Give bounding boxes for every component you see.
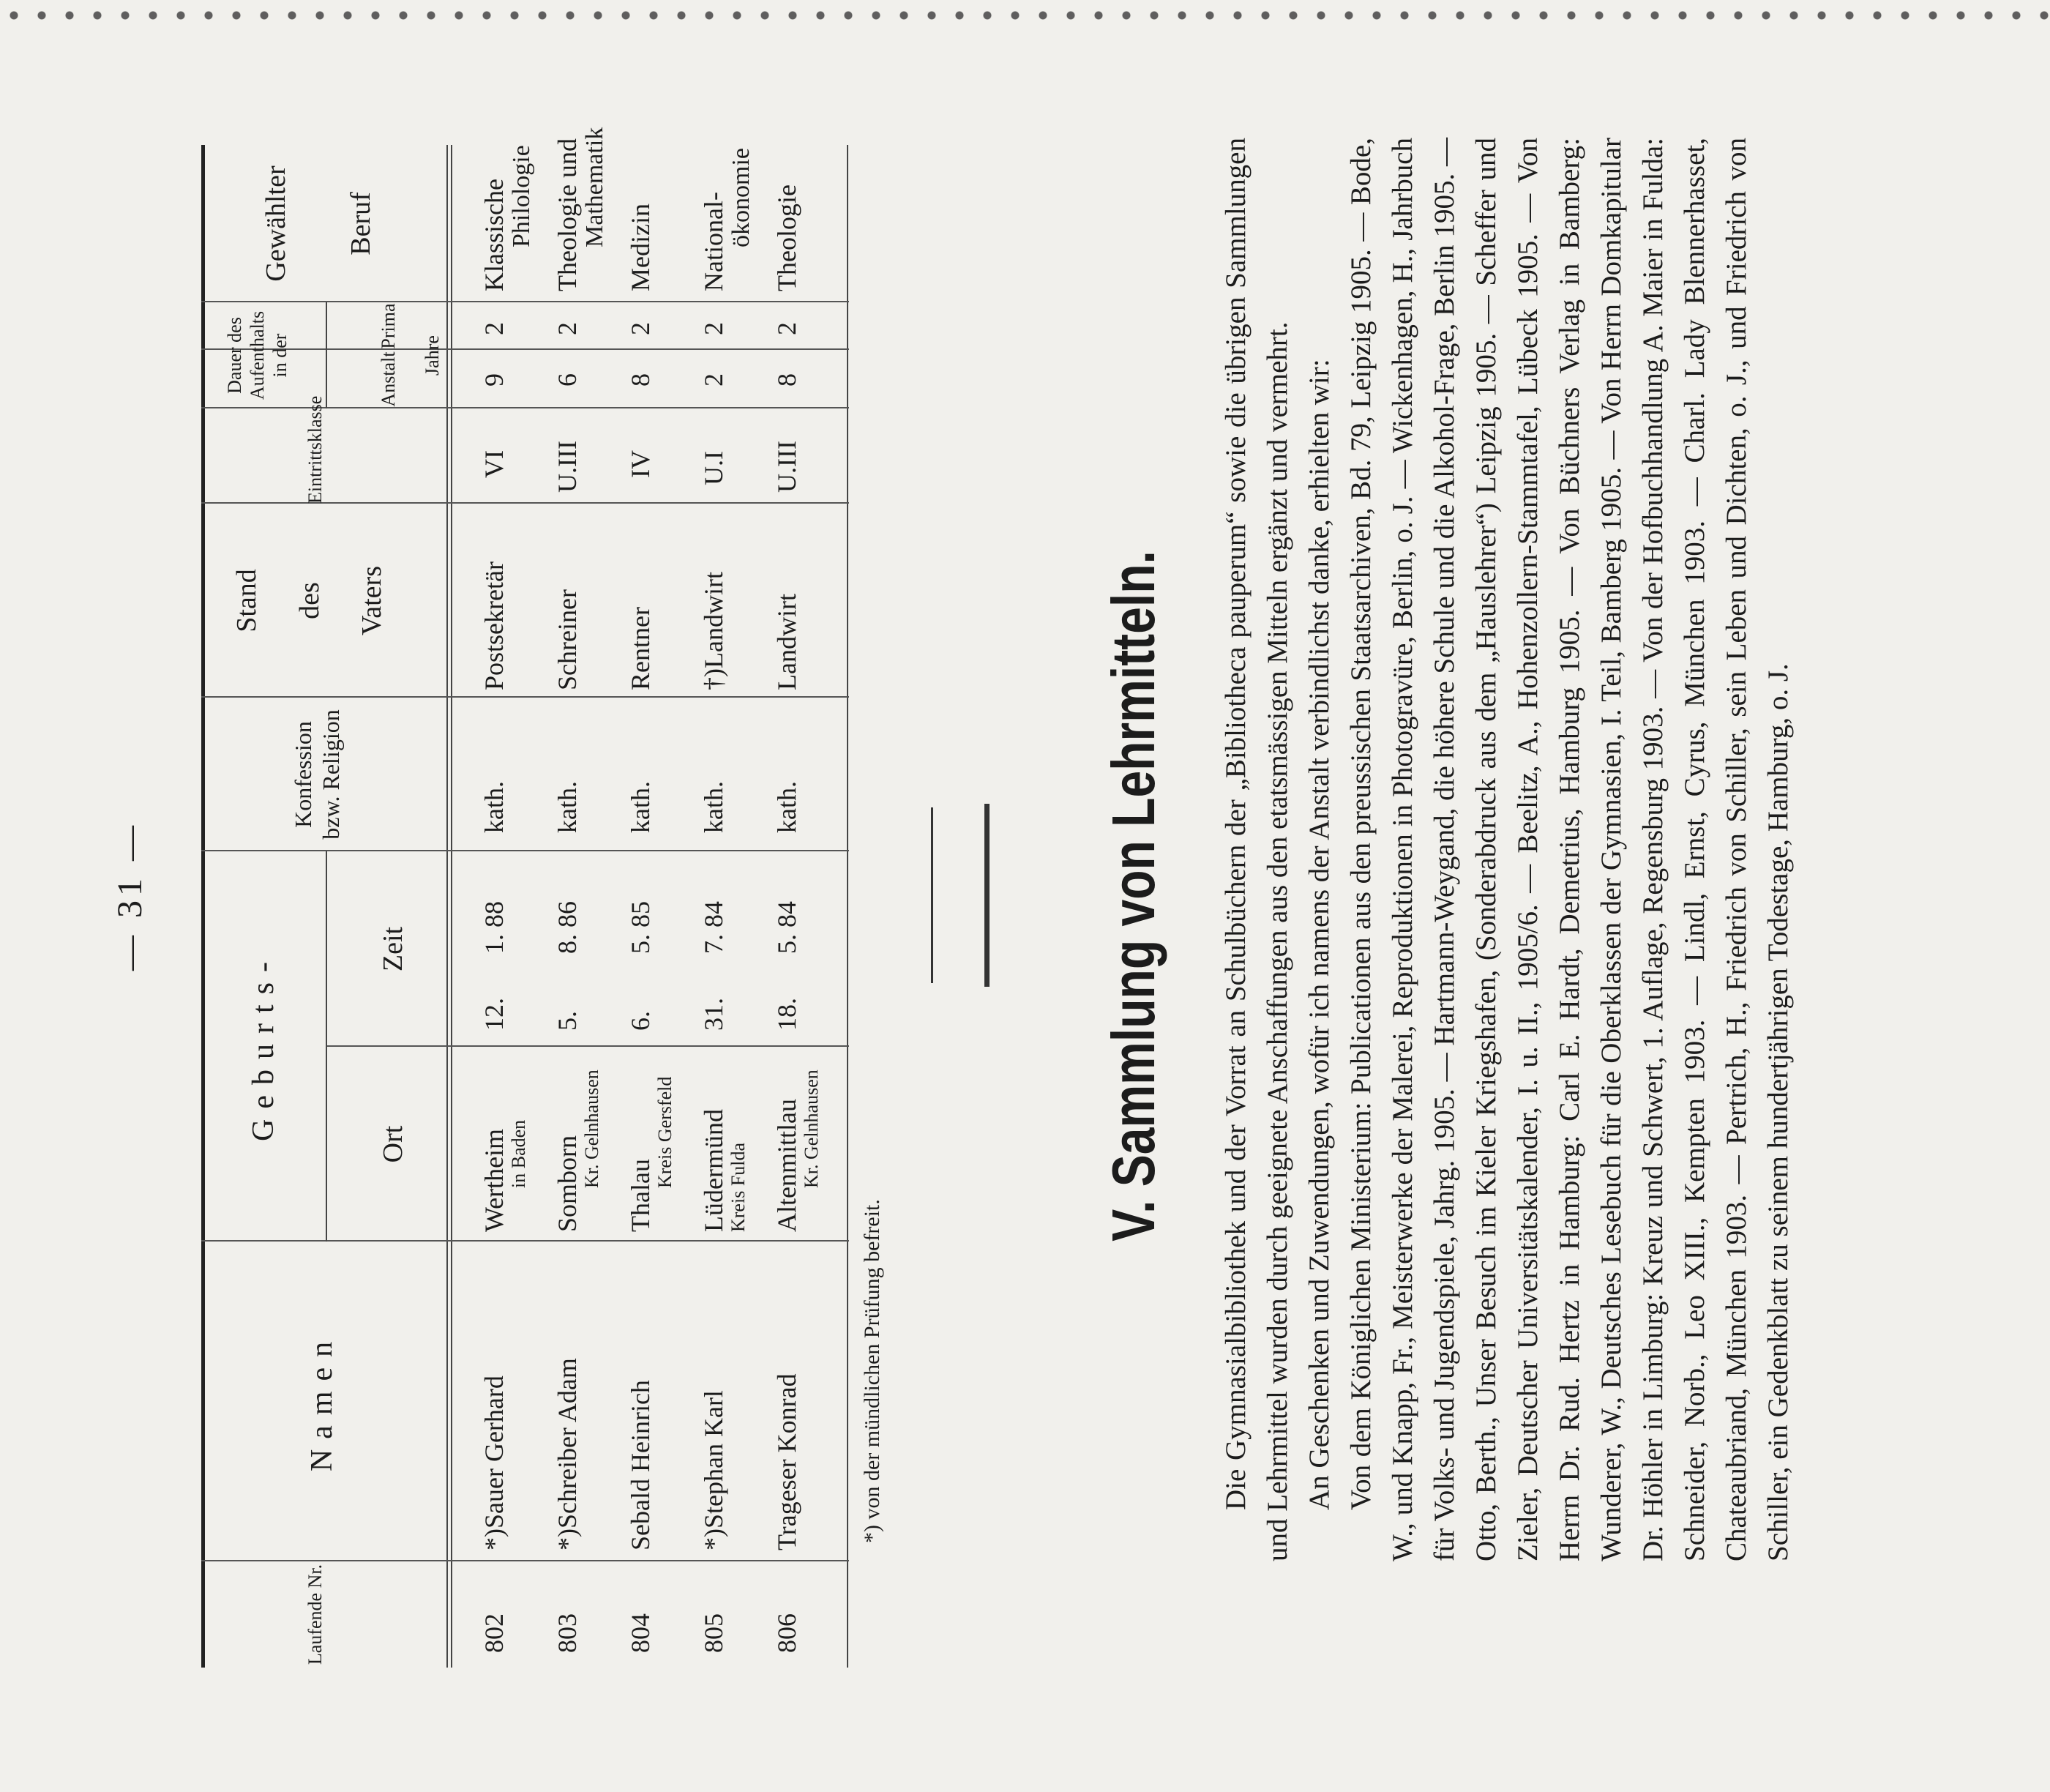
header-ort: Ort: [378, 1125, 408, 1163]
cell-anstalt: 9: [479, 373, 509, 387]
page-number: — 31 —: [111, 821, 149, 971]
header-prima: Prima: [378, 303, 399, 349]
header-beruf: [260, 145, 378, 302]
cell-ort: Altenmittlau Kr. Gelnhausen: [772, 1069, 823, 1232]
cell-zeit: 5. 84: [772, 901, 801, 954]
header-konfession: Konfession bzw. Religion: [290, 709, 345, 840]
cell-tag: 31.: [699, 998, 728, 1031]
cell-klasse: U.I: [699, 451, 728, 485]
cell-nr: 804: [626, 1613, 655, 1653]
header-dauer: Dauer des Aufenthalts in der: [224, 310, 291, 400]
cell-anstalt: 2: [699, 373, 728, 387]
header-stand-3: Vaters: [356, 566, 388, 635]
cell-name: Trageser Konrad: [772, 1373, 801, 1550]
cell-prima: 2: [626, 322, 655, 335]
header-jahre: Jahre: [422, 335, 443, 376]
cell-konfession: kath.: [479, 781, 509, 833]
table-footnote: *) von der mündlichen Prüfung befreit.: [860, 1199, 884, 1543]
header-beruf-1: Gewählter: [261, 165, 291, 282]
cell-zeit: 7. 84: [699, 901, 728, 954]
cell-nr: 805: [699, 1613, 728, 1653]
paragraph: Von dem Königlichen Ministerium: Publicationen aus den preussischen Staatsarchiven, Bd. 79, Leipzig 1905. — Bode, W., und Knapp, Fr., Meisterwerke der Malerei, Reproduktionen in Photogravüre, Berlin, o. J. — Wickenhagen, H., Jahrbuch für Volks- und Jugendspiele, Jahrg. 1905. — Hartmann-Weygand, die höhere Schule und die Alkohol-Frage, Berlin 1905. — Otto, Berth., Unser Besuch im Kieler Kriegshafen, (Sonderabdruck aus dem „Hauslehrer“) Leipzig 1905. — Scheffer und Zieler, Deutscher Universitätskalender, I. u. II., 1905/6. — Beelitz, A., Hohenzollern-Stammtafel, Lübeck 1905. — Von Herrn Dr. Rud. Hertz in Hamburg: Carl E. Hardt, Demetrius, Hamburg 1905. — Von Büchners Verlag in Bamberg: Wunderer, W., Deutsches Lesebuch für die Oberklassen der Gymnasien, I. Teil, Bamberg 1905. — Von Herrn Domkapitular Dr. Höhler in Limburg: Kreuz und Schwert, 1. Auflage, Regensburg 1903. — Von der Hofbuchhandlung A. Maier in Fulda: Schneider, Norb., Leo XIII., Kempten 1903. — Lindl, Ernst, Cyrus, München 1903. — Charl. Lady Blennerhasset, Chateaubriand, München 1903. — Pertrich, H., Friedrich von Schiller, sein Leben und Dichten, o. J., und Friedrich von Schiller, ein Gedenkblatt zu seinem hundertjährigen Todestage, Hamburg, o. J.: [1345, 138, 1794, 1561]
cell-beruf: National- ökonomie: [699, 148, 755, 291]
cell-ort: Somborn Kr. Gelnhausen: [553, 1069, 603, 1232]
cell-zeit: 1. 88: [479, 901, 509, 954]
cell-prima: 2: [772, 322, 801, 335]
cell-klasse: IV: [626, 450, 655, 478]
cell-stand: Postsekretär: [479, 561, 509, 690]
header-nr: Laufende Nr.: [304, 1564, 326, 1665]
cell-zeit: 5. 85: [626, 901, 655, 954]
cell-beruf: Theologie: [772, 184, 801, 291]
cell-beruf: Medizin: [626, 204, 655, 291]
cell-anstalt: 8: [626, 373, 655, 387]
cell-konfession: kath.: [699, 781, 728, 833]
header-stand-1: Stand: [231, 569, 262, 632]
cell-name: *)Schreiber Adam: [553, 1358, 582, 1550]
header-namen: Namen: [305, 1331, 339, 1472]
cell-name: Sebald Heinrich: [626, 1380, 655, 1550]
cell-klasse: U.III: [772, 441, 801, 493]
divider-rule-bold: [984, 804, 990, 987]
cell-anstalt: 8: [772, 373, 801, 387]
cell-prima: 2: [479, 322, 509, 335]
header-geburt: Geburts-: [247, 952, 280, 1141]
cell-stand: †)Landwirt: [699, 572, 728, 690]
section-body: [1215, 138, 1799, 1561]
cell-tag: 18.: [772, 998, 801, 1031]
header-stand-2: des: [293, 582, 325, 619]
cell-zeit: 8. 86: [553, 901, 582, 954]
cell-stand: Schreiner: [553, 589, 582, 690]
section-heading: V. Sammlung von Lehrmitteln.: [1099, 550, 1167, 1242]
cell-nr: 806: [772, 1613, 801, 1653]
cell-nr: 802: [479, 1613, 509, 1653]
cell-nr: 803: [553, 1613, 582, 1653]
cell-beruf: Klassische Philologie: [479, 145, 536, 291]
cell-konfession: kath.: [553, 781, 582, 833]
cell-anstalt: 6: [553, 373, 582, 387]
cell-ort: Wertheim in Baden: [479, 1119, 530, 1232]
cell-klasse: VI: [479, 450, 509, 478]
perforation-edge: [0, 3, 2050, 28]
cell-klasse: U.III: [553, 441, 582, 493]
divider-rule: [931, 807, 933, 983]
paragraph: An Geschenken und Zuwendungen, wofür ich namens der Anstalt verbindlichst danke, erhielten wir:: [1303, 359, 1335, 1510]
cell-konfession: kath.: [772, 781, 801, 833]
header-stand: [231, 504, 389, 698]
cell-beruf: Theologie und Mathematik: [553, 127, 609, 291]
cell-konfession: kath.: [626, 781, 655, 833]
header-zeit: Zeit: [378, 926, 408, 972]
cell-tag: 5.: [553, 1011, 582, 1031]
cell-prima: 2: [699, 322, 728, 335]
cell-name: *)Stephan Karl: [699, 1390, 728, 1550]
header-eintritt: Eintrittsklasse: [304, 395, 326, 504]
cell-tag: 12.: [479, 998, 509, 1031]
cell-stand: Landwirt: [772, 594, 801, 690]
header-anstalt: Anstalt: [378, 351, 399, 407]
header-beruf-2: Beruf: [345, 192, 376, 255]
paragraph: Die Gymnasialbibliothek und der Vorrat an Schulbüchern der „Bibliotheca pauperum“ sowie die übrigen Sammlungen und Lehrmittel wurden durch geeignete Anschaffungen aus den etatsmässigen Mitteln ergänzt und vermehrt.: [1220, 138, 1293, 1561]
cell-stand: Rentner: [626, 607, 655, 690]
cell-ort: Lüdermünd Kreis Fulda: [699, 1109, 749, 1232]
cell-ort: Thalau Kreis Gersfeld: [626, 1076, 676, 1232]
cell-prima: 2: [553, 322, 582, 335]
cell-name: *)Sauer Gerhard: [479, 1375, 509, 1550]
cell-tag: 6.: [626, 1011, 655, 1031]
